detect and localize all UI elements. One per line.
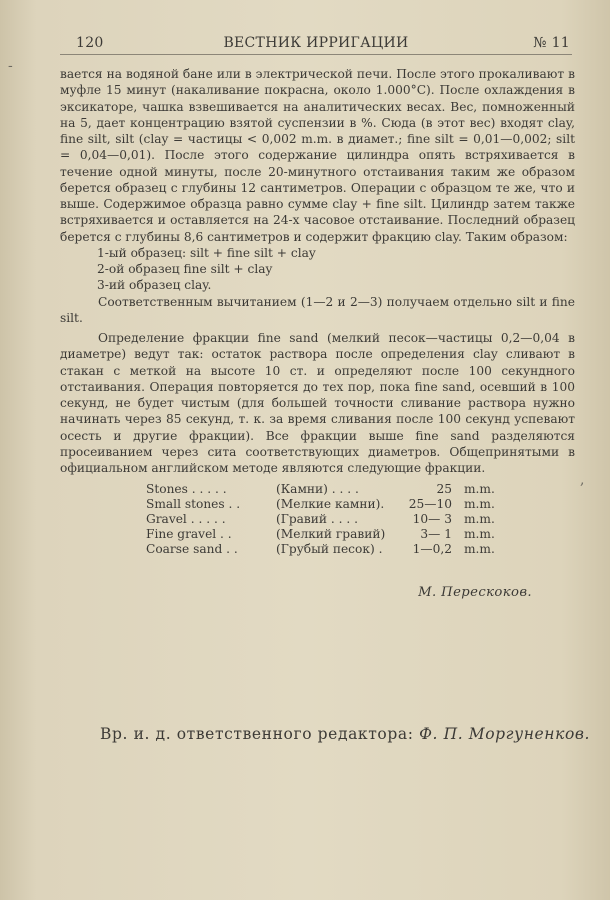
fraction-name-ru: (Камни) . . . . [276,482,359,497]
page-number: 120 [76,35,104,51]
table-row [146,542,504,557]
table-row [146,497,504,512]
margin-mark: - [8,58,13,74]
paragraph: Определение фракции fine sand (мелкий песок—частицы 0,2—0,04 в диаметре) ведут так: остаток раствора после определения clay сливают в стакан с меткой на высоте 10 ст. и определяют после 100 секундного отстаивания. Операция повторяется до тех пор, пока fine sand, осевший в 100 секунд, не будет чистым (для большей точности сливание раствора нужно начинать через 85 секунд, т. к. за время сливания после 100 секунд успевают осесть и другие фракции). Все фракции выше fine sand разделяются просеиванием через сита соответствующих диаметров. Общепринятыми в официальном английском методе являются следующие фракции. [60,331,575,475]
fraction-name-ru: (Грубый песок) . [276,542,383,557]
fraction-size: 10— 3 [412,512,452,527]
article-body [60,66,575,557]
fraction-name-ru: (Гравий . . . . [276,512,358,527]
fraction-name-en: Gravel . . . . . [146,512,226,527]
sample-item: 1-ый образец: silt + fine silt + clay [97,245,316,260]
table-row [146,527,504,542]
fraction-unit: m.m. [464,542,495,557]
editor-label: Вр. и. д. ответственного редактора: [100,725,414,743]
fractions-table [146,482,504,557]
fraction-size: 3— 1 [420,527,452,542]
fraction-name-ru: (Мелкие камни). [276,497,385,512]
margin-mark: , [580,472,585,488]
issue-number: № 11 [533,35,570,51]
table-row [146,512,504,527]
sample-item: 2-ой образец fine silt + clay [97,262,273,276]
journal-title: ВЕСТНИК ИРРИГАЦИИ [223,35,409,51]
paragraph: Соответственным вычитанием (1—2 и 2—3) получаем отдельно silt и fine silt. [60,294,575,325]
fraction-unit: m.m. [464,482,495,497]
editor-line [100,725,591,743]
fraction-size: 1—0,2 [412,542,452,557]
editor-name: Ф. П. Моргуненков. [419,725,591,743]
fraction-size: 25 [436,482,452,497]
fraction-name-en: Coarse sand . . [146,542,238,557]
author-signature: М. Перескоков. [418,585,532,600]
fraction-name-ru: (Мелкий гравий) [276,527,386,542]
samples-list [97,245,575,294]
fraction-name-en: Stones . . . . . [146,482,227,497]
fraction-unit: m.m. [464,497,495,512]
fraction-unit: m.m. [464,527,495,542]
fraction-size: 25—10 [408,497,452,512]
sample-item: 3-ий образец clay. [97,278,212,293]
page-header [60,34,572,55]
fraction-unit: m.m. [464,512,495,527]
fraction-name-en: Small stones . . [146,497,241,512]
table-row [146,482,504,497]
fraction-name-en: Fine gravel . . [146,527,232,542]
paragraph: вается на водяной бане или в электрической печи. После этого прокаливают в муфле 15 минут (накаливание покрасна, около 1.000°С). После охлаждения в эксикаторе, чашка взвешивается на аналитических весах. Вес, помноженный на 5, дает концентрацию взятой суспензии в %. Сюда (в этот вес) входят clay, fine silt, silt (clay = частицы < 0,002 m.m. в диамет.; fine silt = 0,01—0,002; silt = 0,04—0,01). После этого содержание цилиндра опять встряхивается в течение одной минуты, после 20-минутного отстаивания таким же образом берется образец с глубины 12 сантиметров. Операции с образцом те же, что и выше. Содержимое образца равно сумме clay + fine silt. Цилиндр затем также встряхивается и оставляется на 24-х часовое отстаивание. Последний образец берется с глубины 8,6 сантиметров и содержит фракцию clay. Таким образом: [60,67,575,244]
